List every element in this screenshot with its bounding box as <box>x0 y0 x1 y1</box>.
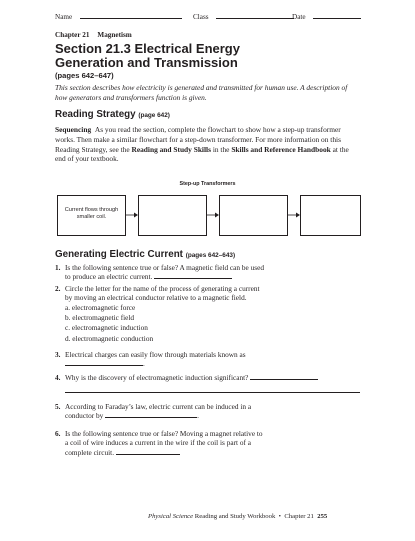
date-field <box>292 13 361 21</box>
section-title-line2: Generation and Transmission <box>55 55 238 70</box>
option-b[interactable]: b. electromagnetic field <box>65 313 135 323</box>
reading-study-skills-ref: Reading and Study Skills <box>131 144 211 154</box>
question-2-text-a: Circle the letter for the name of the process of generating a current <box>65 284 260 293</box>
flowchart-box-3[interactable] <box>219 195 288 236</box>
footer-book-title: Physical Science <box>148 513 194 520</box>
flowchart-arrow-1 <box>126 211 138 219</box>
reading-strategy-pages: (page 642) <box>138 112 170 119</box>
question-4-answer-line1[interactable] <box>250 379 318 380</box>
footer-chapter: Chapter 21 <box>284 513 314 520</box>
class-field <box>193 13 294 21</box>
question-5-text-a: According to Faraday’s law, electric current can be induced in a <box>65 402 252 411</box>
question-6 <box>55 429 365 457</box>
skills-handbook-ref: Skills and Reference Handbook <box>231 144 331 154</box>
question-3: 3. Electrical charges can easily flow through materials known as . <box>55 350 365 369</box>
section-title-line1: Section 21.3 Electrical Energy <box>55 41 240 56</box>
footer-workbook: Reading and Study Workbook <box>194 513 276 520</box>
name-field <box>55 13 182 21</box>
reading-strategy-text-b: in the <box>210 144 232 154</box>
question-3-text: Electrical charges can easily flow through materials known as <box>65 350 246 359</box>
section-intro: This section describes how electricity is generated and transmitted for human use. A description of how generators and transformers function is given. <box>55 83 348 102</box>
flowchart-arrow-2 <box>207 211 219 219</box>
generating-title: Generating Electric Current <box>55 249 183 260</box>
date-blank[interactable] <box>313 18 361 19</box>
chapter-topic: Magnetism <box>97 31 132 39</box>
chapter-label: Chapter 21 <box>55 31 90 39</box>
generating-pages: (pages 642–643) <box>185 252 236 259</box>
question-4-answer-line2[interactable] <box>65 392 360 393</box>
page-footer <box>148 513 327 520</box>
section-pages: (pages 642–647) <box>55 71 114 80</box>
class-label: Class <box>193 13 209 21</box>
page-number: 255 <box>317 513 328 520</box>
flowchart-box-1 <box>57 195 126 236</box>
date-label: Date <box>292 13 306 21</box>
question-2 <box>55 284 365 303</box>
question-5: 5. According to Faraday’s law, electric current can be induced in a conductor by . <box>55 402 365 421</box>
options-list <box>65 303 153 344</box>
reading-strategy-heading <box>55 109 170 120</box>
generating-heading <box>55 249 235 260</box>
question-5-number: 5. <box>55 402 61 411</box>
question-1 <box>55 263 365 282</box>
reading-strategy-text <box>55 125 355 164</box>
question-2-number: 2. <box>55 284 61 293</box>
question-6-text-a: Is the following sentence true or false? Moving a magnet relative to <box>65 429 263 438</box>
question-4-text: Why is the discovery of electromagnetic induction significant? <box>65 373 249 382</box>
reading-strategy-title: Reading Strategy <box>55 109 136 120</box>
flowchart-arrow-3 <box>288 211 300 219</box>
question-4 <box>55 373 375 382</box>
sequencing-label: Sequencing <box>55 125 92 134</box>
option-c[interactable]: c. electromagnetic induction <box>65 323 148 333</box>
section-title <box>55 42 240 70</box>
flowchart-box-4[interactable] <box>300 195 361 236</box>
question-1-text-b: to produce an electric current. <box>65 272 153 282</box>
flowchart-box-1-line2: smaller coil. <box>76 214 107 220</box>
class-blank[interactable] <box>216 18 294 19</box>
question-6-answer[interactable] <box>116 454 180 455</box>
option-a[interactable]: a. electromagnetic force <box>65 303 136 312</box>
flowchart-box-2[interactable] <box>138 195 207 236</box>
question-4-number: 4. <box>55 373 61 382</box>
question-5-text-b: conductor by <box>65 411 104 421</box>
question-1-number: 1. <box>55 263 61 272</box>
question-3-number: 3. <box>55 350 61 359</box>
flowchart-title: Step-up Transformers <box>179 181 236 187</box>
name-blank[interactable] <box>80 18 182 19</box>
reading-strategy-text-c: at the end of your textbook. <box>55 144 349 164</box>
reading-strategy-text-a: As you read the section, complete the flowchart to show how a step-up transformer works. Then make a similar flowchart for a step-down transformer. For more information on this Reading Strategy, see the <box>55 125 341 154</box>
question-3-answer[interactable] <box>65 365 143 366</box>
question-6-text-c: complete circuit. <box>65 447 115 457</box>
question-1-text-a: Is the following sentence true or false? A magnetic field can be used <box>65 263 264 272</box>
chapter-line <box>55 31 132 39</box>
question-6-text-b: a coil of wire induces a current in the wire if the coil is part of a <box>65 438 251 448</box>
footer-bullet: • <box>278 513 281 520</box>
question-5-answer[interactable] <box>105 417 197 418</box>
name-label: Name <box>55 13 73 21</box>
question-2-text-b: by moving an electrical conductor relative to a magnetic field. <box>65 293 247 303</box>
question-6-number: 6. <box>55 429 61 438</box>
option-d[interactable]: d. electromagnetic conduction <box>65 333 154 343</box>
question-1-answer[interactable] <box>154 278 232 279</box>
flowchart-box-1-line1: Current flows through <box>64 207 119 213</box>
